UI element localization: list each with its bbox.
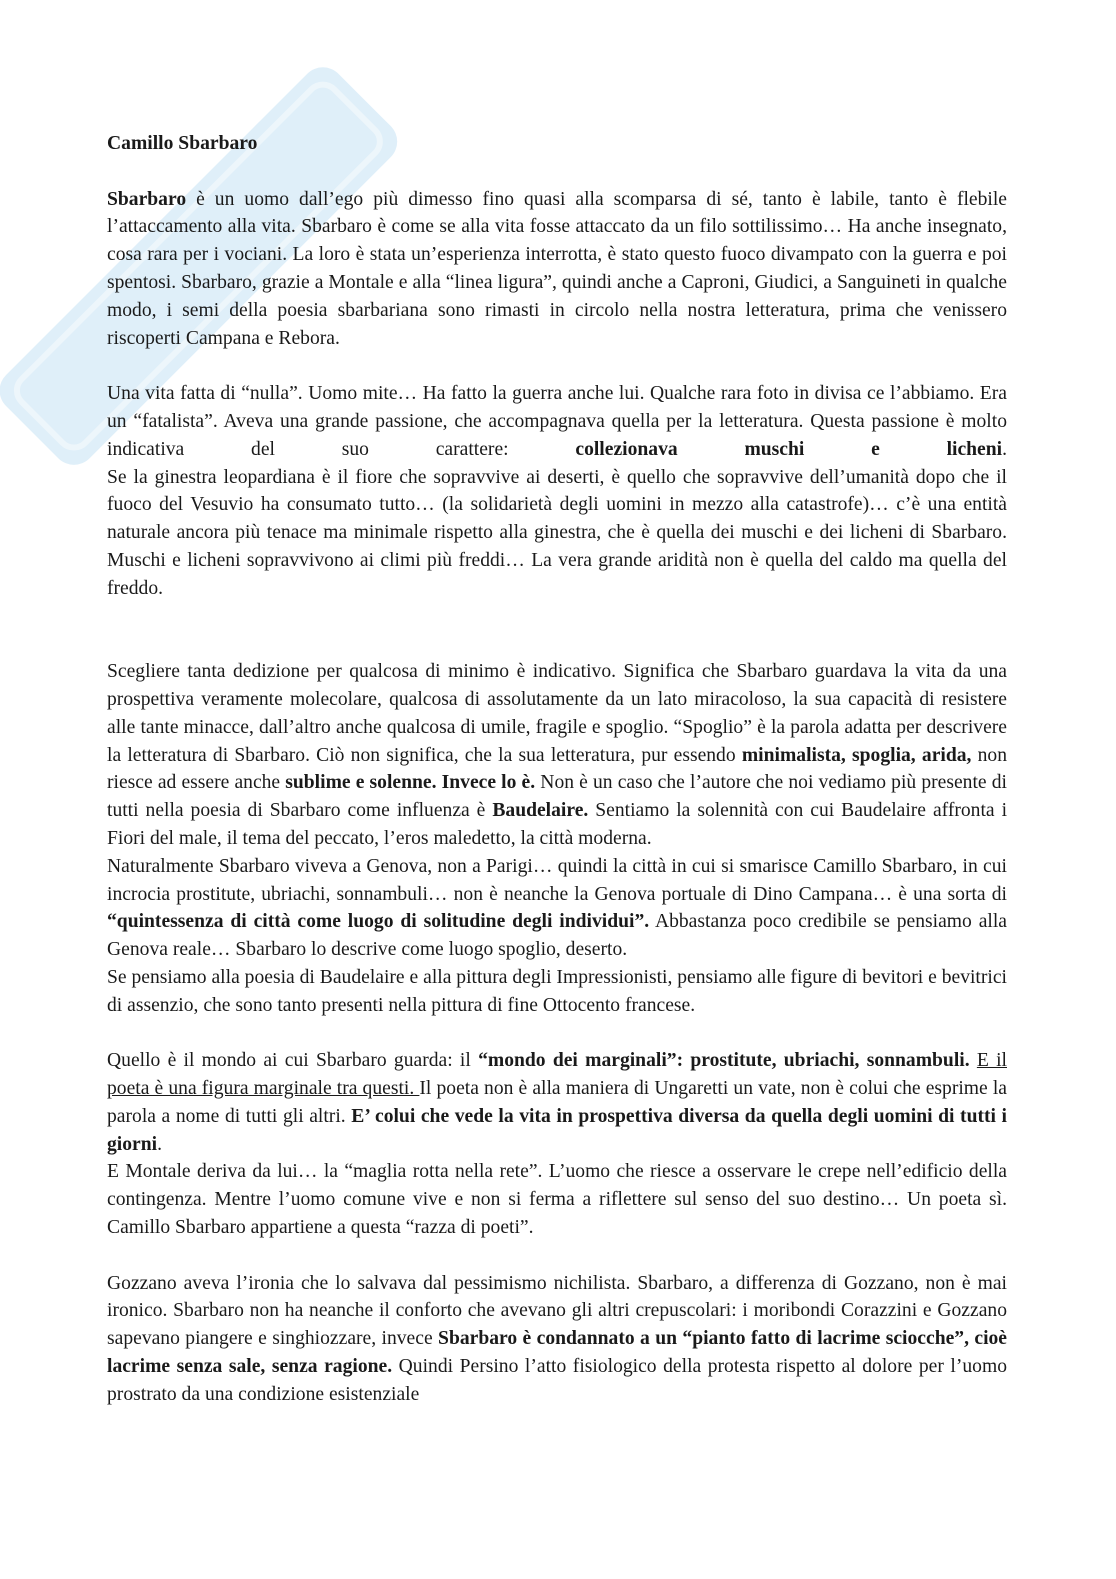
paragraph-text: Quindi Persino l’atto fisiologico della protesta rispetto al dolore per l’uomo prostrato da una condizione esistenziale xyxy=(107,1356,1007,1405)
document-title: Camillo Sbarbaro xyxy=(107,133,258,154)
paragraph-text: Gozzano aveva l’ironia che lo salvava dal pessimismo nichilista. Sbarbaro, a differenza di Gozzano, non è mai ironico. Sbarbaro non ha neanche il conforto che avevano gli altri crepuscolari: i moribondi Corazzini e Gozzano sapevano piangere e singhiozzare, invece xyxy=(107,1272,1007,1350)
bold-text: Baudelaire. xyxy=(492,800,589,822)
bold-text: collezionava muschi e licheni xyxy=(575,438,1003,460)
spacer xyxy=(107,603,1007,659)
paragraph-text: . xyxy=(1002,438,1007,460)
paragraph-intro xyxy=(107,186,1007,353)
paragraph-genova xyxy=(107,853,1007,964)
paragraph-minimalism xyxy=(107,658,1007,853)
bold-text: Sbarbaro è condannato a un “pianto fatto di lacrime sciocche”, cioè lacrime senza sale, senza ragione. xyxy=(107,1328,1008,1378)
bold-text: “mondo dei marginali”: prostitute, ubriachi, sonnambuli. xyxy=(478,1050,970,1072)
bold-text: Sbarbaro xyxy=(107,188,187,210)
paragraph-text: non riesce ad essere anche xyxy=(107,744,1008,794)
paragraph-ginestra xyxy=(107,464,1007,603)
paragraph-text: Quello è il mondo ai cui Sbarbaro guarda: il xyxy=(107,1050,479,1072)
paragraph-text: Non è un caso che l’autore che noi vediamo più presente di tutti nella poesia di Sbarbaro come influenza è xyxy=(107,772,1007,822)
paragraph-text: Il poeta non è alla maniera di Ungaretti un vate, non è colui che esprime la parola a nome di tutti gli altri. xyxy=(107,1078,1008,1127)
bold-text: minimalista, spoglia, arida, xyxy=(741,744,972,766)
paragraph-text xyxy=(970,1050,977,1071)
spacer xyxy=(107,1020,1007,1048)
bold-text: E’ colui che vede la vita in prospettiva diversa da quella degli uomini di tutti i giorni xyxy=(107,1105,1008,1155)
paragraph-text: Sentiamo la solennità con cui Baudelaire affronta i Fiori del male, il tema del peccato, l’eros maledetto, la città moderna. xyxy=(107,800,1008,849)
document-body xyxy=(107,130,1007,1409)
underlined-text: E il poeta è una figura marginale tra questi. xyxy=(107,1050,1007,1100)
paragraph-text: Naturalmente Sbarbaro viveva a Genova, non a Parigi… quindi la città in cui si smarisce Camillo Sbarbaro, in cui incrocia prostitute, ubriachi, sonnambuli… non è neanche la Genova portuale di Dino Campana… è una sorta di xyxy=(107,855,1007,905)
paragraph-text: Una vita fatta di “nulla”. Uomo mite… Ha fatto la guerra anche lui. Qualche rara foto in divisa ce l’abbiamo. Era un “fatalista”. Aveva una grande passione, che accompagnava quella per la letteratura. Questa passione è molto indicativa del suo carattere: xyxy=(107,383,1007,460)
paragraph-text: Se pensiamo alla poesia di Baudelaire e alla pittura degli Impressionisti, pensiamo alle figure di bevitori e bevitrici di assenzio, che sono tanto presenti nella pittura di fine Ottocento francese. xyxy=(107,966,1007,1016)
paragraph-text: E Montale deriva da lui… la “maglia rotta nella rete”. L’uomo che riesce a osservare le crepe nell’edificio della contingenza. Mentre l’uomo comune vive e non si ferma a riflettere sul senso del suo destino… Un poeta sì. Camillo Sbarbaro appartiene a questa “razza di poeti”. xyxy=(107,1161,1007,1239)
paragraph-text: Se la ginestra leopardiana è il fiore che sopravvive ai deserti, è quello che sopravvive dell’umanità dopo che il fuoco del Vesuvio ha consumato tutto… (la solidarietà degli uomini in mezzo alla catastrofe)… c’è una entità naturale ancora più tenace ma minimale rispetto alla ginestra, che è quella dei muschi e dei licheni di Sbarbaro. Muschi e licheni sopravvivono ai climi più freddi… La vera grande aridità non è quella del caldo ma quella del freddo. xyxy=(107,466,1007,599)
bold-text: sublime e solenne. Invece lo è. xyxy=(285,772,536,794)
paragraph-text: Scegliere tanta dedizione per qualcosa di minimo è indicativo. Significa che Sbarbaro guardava la vita da una prospettiva veramente molecolare, qualcosa di assolutamente da un lato miracoloso, la sua capacità di resistere alle tante minacce, dall’altro anche qualcosa di umile, fragile e spoglio. “Spoglio” è la parola adatta per descrivere la letteratura di Sbarbaro. Ciò non significa, che la sua letteratura, pur essendo xyxy=(107,661,1007,766)
paragraph-text: è un uomo dall’ego più dimesso fino quasi alla scomparsa di sé, tanto è labile, tanto è flebile l’attaccamento alla vita. Sbarbaro è come se alla vita fosse attaccato da un filo sottilissimo… Ha anche insegnato, cosa rara per i vociani. La loro è stata un’esperienza interrotta, è stato questo fuoco divampato con la guerra e poi spentosi. Sbarbaro, grazie a Montale e alla “linea ligura”, quindi anche a Caproni, Giudici, a Sanguineti in qualche modo, i semi della poesia sbarbariana sono rimasti in circolo nella nostra letteratura, prima che venissero riscoperti Campana e Rebora. xyxy=(107,188,1007,349)
paragraph-baudelaire xyxy=(107,964,1007,1020)
spacer xyxy=(107,352,1007,380)
bold-text: “quintessenza di città come luogo di solitudine degli individui”. xyxy=(107,911,650,933)
paragraph-text: . xyxy=(157,1133,162,1155)
paragraph-life xyxy=(107,380,1007,463)
paragraph-gozzano xyxy=(107,1270,1007,1409)
spacer xyxy=(107,158,1007,186)
paragraph-text: Abbastanza poco credibile se pensiamo alla Genova reale… Sbarbaro lo descrive come luogo spoglio, deserto. xyxy=(107,911,1007,961)
spacer xyxy=(107,1242,1007,1270)
paragraph-montale xyxy=(107,1158,1007,1241)
paragraph-marginali xyxy=(107,1047,1007,1158)
